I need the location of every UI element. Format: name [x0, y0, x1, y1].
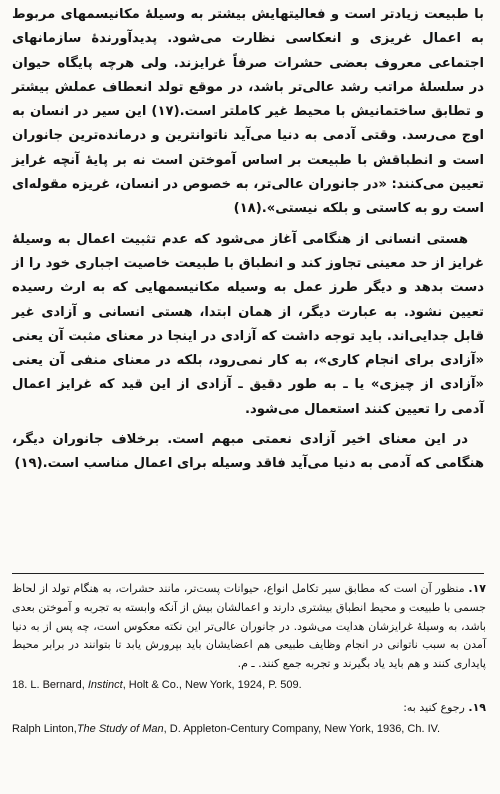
footnote-19-number: ۱۹.: [468, 700, 486, 714]
paragraph-3: در این معنای اخیر آزادی نعمتی مبهم است. برخلاف جانوران دیگر، هنگامی که آدمی به دنیا می‌آید فاقد وسیله برای اعمال مناسب است.(۱۹): [12, 432, 484, 472]
paragraph-1: با طبیعت زیادتر است و فعالیتهایش بیشتر به وسیلهٔ مکانیسمهای مربوط به اعمال غریزی و انعکاسی نظارت می‌شود. پدیدآورندهٔ سازمانهای اجتماعی معروف بعضی حشرات صرفاً غرایزند. ولی هرچه پایگاه حیوان در سلسلهٔ مراتب رشد عالی‌تر باشد، در موقع تولد انعطاف عملش بیشتر و تطابق ساختمانیش با محیط غیر کاملتر است.(۱۷) این سیر در انسان به اوج می‌رسد. وقتی آدمی به دنیا می‌آید ناتوانترین و درمانده‌ترین جانوران است و انطباقش با طبیعت بر اساس آموختن است نه بر پایهٔ آنچه غرایز تعیین می‌کنند: «در جانوران عالی‌تر، به خصوص در انسان، غریزه مقوله‌ای است رو به کاستی و بلکه نیستی».(۱۸): [12, 7, 484, 217]
footnote-19-reference: [12, 722, 486, 737]
footnote-19-text: رجوع کنید به:: [403, 700, 465, 714]
footnote-18-title: Instinct: [87, 678, 123, 691]
footnote-18-publisher: , Holt & Co., New York, 1924, P. 509.: [122, 678, 302, 691]
footnote-18-author: 18. L. Bernard,: [12, 678, 88, 691]
footnote-18: [12, 678, 486, 693]
footnote-19: [12, 699, 486, 718]
footnote-19-author: Ralph Linton,: [12, 722, 77, 735]
footnote-17-text: منظور آن است که مطابق سیر تکامل انواع، حیوانات پست‌تر، مانند حشرات، به هنگام تولد از لحاظ جسمی با طبیعت و محیط انطباق بیشتری دارند و اعمالشان بیش از آنکه وابسته به تجربه و آموختن بعدی باشد، به وسیلهٔ غرایزشان هدایت می‌شود. در جانوران عالی‌تر این نکته معکوس است، چه پس از به دنیا آمدن به سبب ناتوانی در انجام وظایف طبیعی هم اعضایشان باید بپرورش یابد تا بتوانند در برابر محیط پایداری کنند و هم باید یاد بگیرند و تجربه جمع کنند. ـ م.: [12, 582, 486, 671]
footnote-17-number: ۱۷.: [468, 582, 486, 595]
paragraph-2: هستی انسانی از هنگامی آغاز می‌شود که عدم تثبیت اعمال به وسیلهٔ غرایز از حد معینی تجاوز کند و انطباق با طبیعت خاصیت اجباری خود را از دست بدهد و دیگر طرز عمل به وسیله مکانیسمهایی که به ارث رسیده تعیین نشود. به عبارت دیگر، از همان ابتدا، هستی انسانی و آزادی غیر قابل جدایی‌اند. باید توجه داشت که آزادی در اینجا در معنای مثبت آن یعنی «آزادی برای انجام کاری»، به کار نمی‌رود، بلکه در معنای منفی آن یعنی «آزادی از چیزی» یا ـ به طور دقیق ـ آزادی از این قید که غرایز اعمال آدمی را تعیین کنند استعمال می‌شود.: [12, 231, 484, 417]
footnotes: [12, 580, 486, 743]
footnote-separator: [12, 573, 484, 574]
footnote-19-title: The Study of Man: [76, 722, 164, 735]
footnote-19-publisher: , D. Appleton-Century Company, New York, 1936, Ch. IV.: [163, 722, 441, 735]
main-text: [12, 3, 484, 477]
footnote-17: [12, 580, 486, 674]
